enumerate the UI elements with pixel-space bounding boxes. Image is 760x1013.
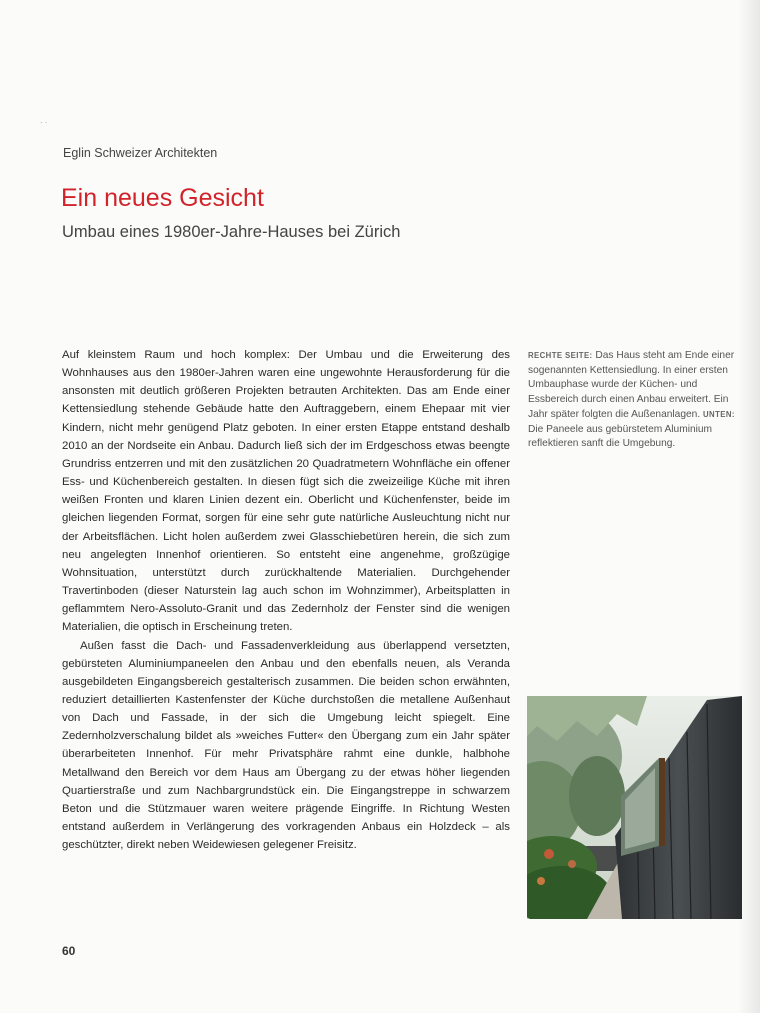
caption-label-right-page: RECHTE SEITE: [528, 351, 593, 360]
body-paragraph-2: Außen fasst die Dach- und Fassadenverkleidung aus überlappend versetzten, gebürsteten Aluminiumpaneelen den Anbau und den ebenfalls neuen, als Veranda ausgebildeten Eingangsbereich gestalterisch zusammen. Die beiden schon erwähnten, reduziert detaillierten Kastenfenster der Küche durchstoßen die metallene Außenhaut von Dach und Fassade, in der sich die Umgebung leicht spiegelt. Eine Zedernholzverschalung bildet als »weiches Futter« den Übergang zum ein Jahr später überarbeiteten Innenhof. Für mehr Privatsphäre rahmt eine dunkle, halbhohe Metallwand den Bereich vor dem Haus am Übergang zu der etwas höher liegenden Quartierstraße und zum Nachbargrundstück ein. Die Eingangstreppe in schwarzem Beton und die Stützmauer waren weitere prägende Eingriffe. In Richtung Westen entstand außerdem in Verlängerung des vorkragenden Anbaus ein Holzdeck – als geschützter, direkt neben Weidewiesen gelegener Freisitz. [62, 639, 510, 852]
article-body [62, 346, 510, 854]
page-number: 60 [62, 944, 76, 958]
caption-label-below: UNTEN: [703, 409, 735, 419]
house-facade-photo [527, 696, 742, 919]
caption-text-below: Die Paneele aus gebürstetem Aluminium reflektieren sanft die Umgebung. [528, 423, 713, 450]
article-subtitle: Umbau eines 1980er-Jahre-Hauses bei Zürich [62, 223, 401, 241]
photo-illustration [527, 696, 742, 919]
body-paragraph-1: Auf kleinstem Raum und hoch komplex: Der Umbau und die Erweiterung des Wohnhauses aus den 1980er-Jahren waren eine ungewohnte Herausforderung für die ansonsten mit deutlich größeren Projekten betrauten Architekten. Das am Ende einer Kettensiedlung stehende Gebäude hatte den Auftraggebern, einem Ehepaar mit vier Kindern, nicht mehr genügend Platz geboten. In einer ersten Etappe entstand deshalb 2010 an der Nordseite ein Anbau. Dadurch ließ sich der im Erdgeschoss etwas beengte Grundriss entzerren und mit den zusätzlichen 20 Quadratmetern Wohnfläche ein offener Ess- und Küchenbereich gestalten. In diesen fügt sich die zweizeilige Küche mit ihren weißen Fronten und klaren Linien dezent ein. Oberlicht und Küchenfenster, beide im gleichen liegenden Format, sorgen für eine sehr gute natürliche Ausleuchtung nicht nur der Arbeitsflächen. Licht holen außerdem zwei Glasschiebetüren herein, die sich zum neu angelegten Innenhof orientieren. So entsteht eine angenehme, großzügige Wohnsituation, unterstützt durch zurückhaltende Materialien. Durchgehender Travertinboden (dieser Naturstein lag auch schon im Wohnzimmer), Arbeitsplatten in geflammtem Nero-Assoluto-Granit und das Zedernholz der Fenster sind die wenigen Materialien, die optisch in Erscheinung treten. [62, 349, 510, 634]
article-title: Ein neues Gesicht [61, 184, 264, 212]
decorative-dots: ·· [40, 118, 50, 127]
caption-text-right-page: Das Haus steht am Ende einer sogenannten Kettensiedlung. In einer ersten Umbauphase wurde der Küchen- und Essbereich durch einen Anbau erweitert. Ein Jahr später folgten die Außenanlagen. [528, 350, 735, 420]
architect-name: Eglin Schweizer Architekten [63, 146, 218, 160]
photo-caption [528, 349, 742, 452]
